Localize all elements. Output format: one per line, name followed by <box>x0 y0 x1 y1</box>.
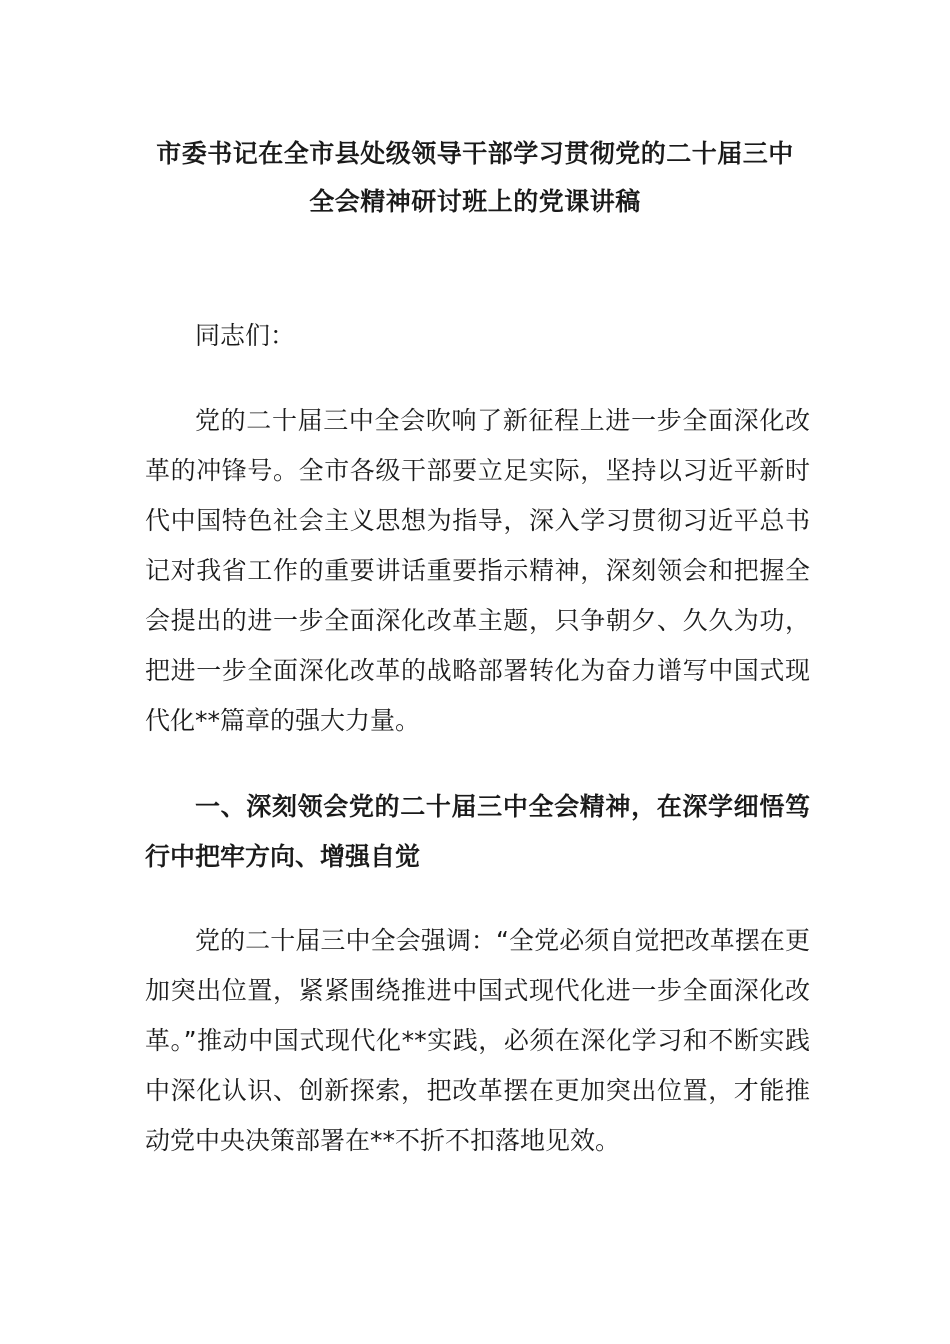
title-line-2: 全会精神研讨班上的党课讲稿 <box>309 187 641 216</box>
section-heading-1-block <box>145 782 810 882</box>
paragraph-1: 党的二十届三中全会吹响了新征程上进一步全面深化改革的冲锋号。全市各级干部要立足实际，坚持以习近平新时代中国特色社会主义思想为指导，深入学习贯彻习近平总书记对我省工作的重要讲话重要指示精神，深刻领会和把握全会提出的进一步全面深化改革主题，只争朝夕、久久为功，把进一步全面深化改革的战略部署转化为奋力谱写中国式现代化**篇章的强大力量。 <box>145 406 810 735</box>
paragraph-2-block <box>145 916 810 1166</box>
paragraph-2: 党的二十届三中全会强调：“全党必须自觉把改革摆在更加突出位置，紧紧围绕推进中国式现代化进一步全面深化改革。”推动中国式现代化**实践，必须在深化学习和不断实践中深化认识、创新探索，把改革摆在更加突出位置，才能推动党中央决策部署在**不折不扣落地见效。 <box>145 926 810 1155</box>
section-heading-1: 一、深刻领会党的二十届三中全会精神，在深学细悟笃行中把牢方向、增强自觉 <box>145 792 810 871</box>
greeting-block <box>145 311 810 361</box>
paragraph-1-block <box>145 396 810 746</box>
title-line-1: 市委书记在全市县处级领导干部学习贯彻党的二十届三中 <box>156 139 794 168</box>
document-title <box>120 130 830 226</box>
greeting: 同志们： <box>195 321 296 350</box>
